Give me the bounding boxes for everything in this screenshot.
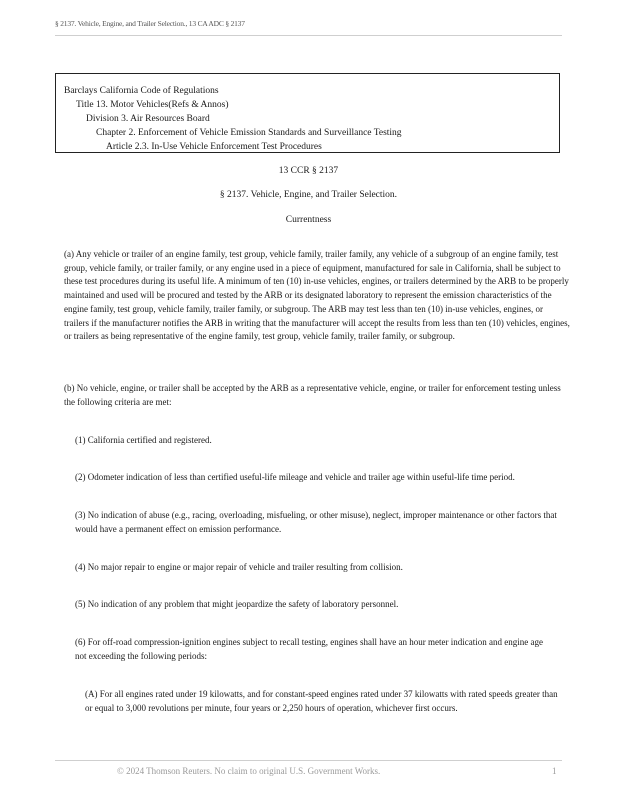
item-3: (3) No indication of abuse (e.g., racing, overloading, misfueling, or other misuse), neglect, improper maintenance or other factors that would have a permanent effect on emission performance. bbox=[75, 510, 557, 534]
item-4: (4) No major repair to engine or major repair of vehicle and trailer resulting from collision. bbox=[75, 562, 403, 572]
section-title: § 2137. Vehicle, Engine, and Trailer Selection. bbox=[219, 190, 398, 200]
item-2: (2) Odometer indication of less than certified useful-life mileage and vehicle and trailer age within useful-life time period. bbox=[75, 472, 515, 482]
item-5: (5) No indication of any problem that might jeopardize the safety of laboratory personnel. bbox=[75, 599, 399, 609]
currentness-link[interactable]: Currentness bbox=[285, 215, 332, 225]
copyright-notice: © 2024 Thomson Reuters. No claim to original U.S. Government Works. bbox=[117, 766, 381, 776]
page-number: 1 bbox=[552, 766, 557, 776]
code-name: Barclays California Code of Regulations bbox=[64, 86, 219, 96]
chapter-line: Chapter 2. Enforcement of Vehicle Emission Standards and Surveillance Testing bbox=[96, 128, 402, 138]
item-1: (1) California certified and registered. bbox=[75, 435, 212, 445]
article-line: Article 2.3. In-Use Vehicle Enforcement Test Procedures bbox=[106, 142, 322, 152]
division-line: Division 3. Air Resources Board bbox=[86, 114, 210, 124]
running-header: § 2137. Vehicle, Engine, and Trailer Selection., 13 CA ADC § 2137 bbox=[55, 19, 245, 28]
citation-box bbox=[55, 73, 560, 153]
item-6-a: (A) For all engines rated under 19 kilowatts, and for constant-speed engines rated under 37 kilowatts with rated speeds greater than or equal to 3,000 revolutions per minute, four years or 2,250 hours of operation, whichever first occurs. bbox=[85, 689, 558, 713]
ccr-citation: 13 CCR § 2137 bbox=[278, 166, 339, 176]
title-line: Title 13. Motor Vehicles(Refs & Annos) bbox=[76, 100, 229, 110]
header-divider bbox=[55, 35, 562, 36]
paragraph-a: (a) Any vehicle or trailer of an engine family, test group, vehicle family, trailer family, any vehicle of a subgroup of an engine family, test group, vehicle family, or trailer family, or any engine used in a piece of equipment, manufactured for sale in California, shall be subject to these test procedures during its useful life. A minimum of ten (10) in-use vehicles, engines, or trailers determined by the ARB to be properly maintained and used will be procured and tested by the ARB or its designated laboratory to represent the emission characteristics of the engine family, test group, vehicle family, trailer family, or subgroup. The ARB may test less than ten (10) in-use vehicles, engines, or trailers if the manufacturer notifies the ARB in writing that the manufacturer will accept the results from less than ten (10) vehicles, engines, or trailers as being representative of the engine family, test group, vehicle family, trailer family, or subgroup. bbox=[64, 249, 570, 342]
paragraph-b: (b) No vehicle, engine, or trailer shall be accepted by the ARB as a representative vehicle, engine, or trailer for enforcement testing unless the following criteria are met: bbox=[64, 383, 561, 407]
footer-divider bbox=[55, 760, 562, 761]
item-6: (6) For off-road compression-ignition engines subject to recall testing, engines shall have an hour meter indication and engine age not exceeding the following periods: bbox=[75, 637, 543, 661]
